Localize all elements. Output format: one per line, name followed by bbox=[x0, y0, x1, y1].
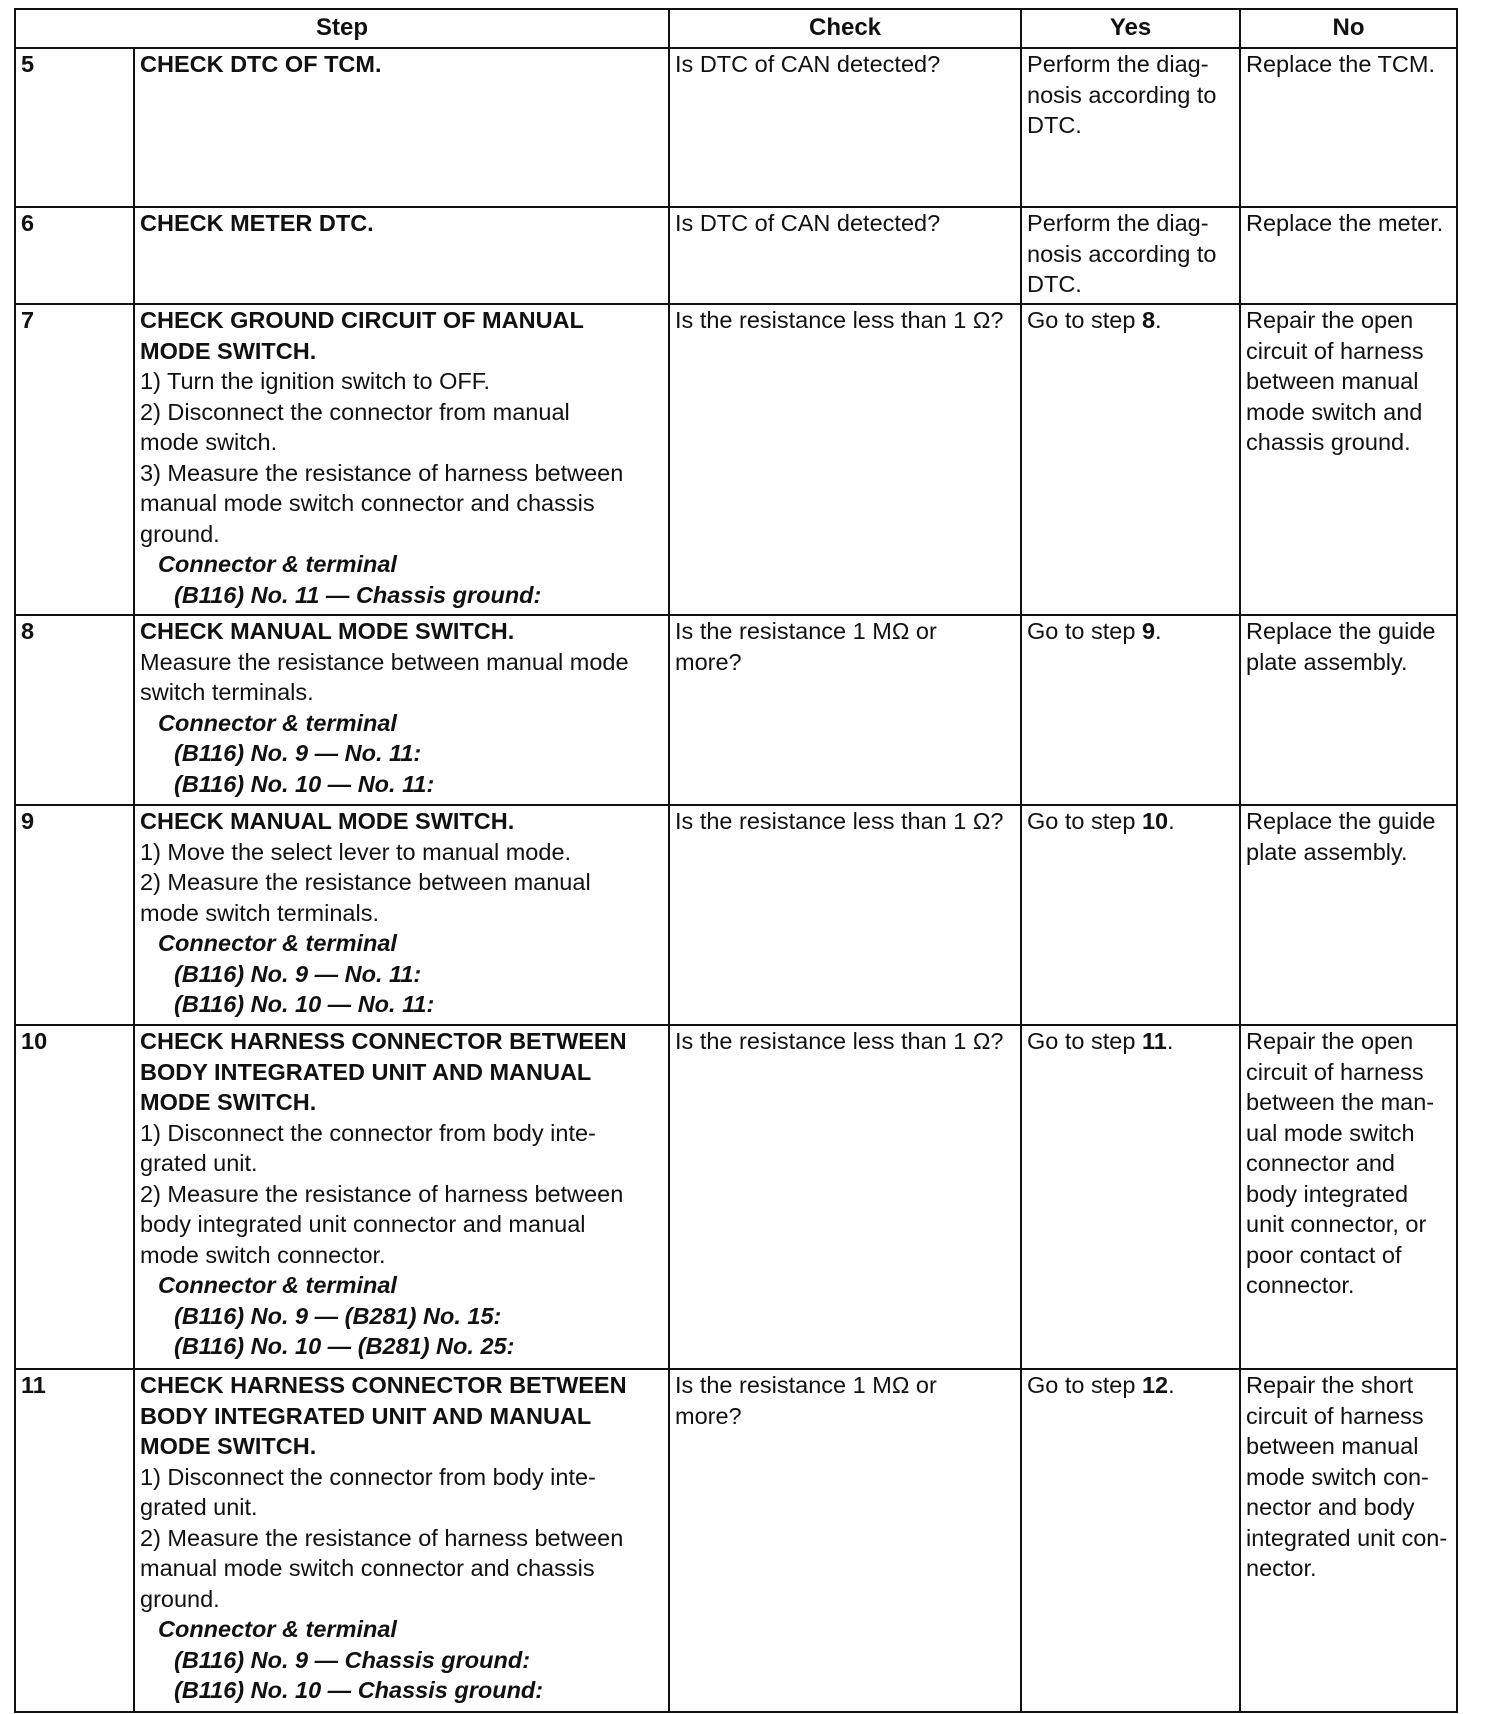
step-cell bbox=[134, 48, 669, 207]
connector-terminal: (B116) No. 10 — Chassis ground: bbox=[174, 1677, 544, 1703]
connector-terminal: (B116) No. 10 — (B281) No. 25: bbox=[174, 1333, 515, 1359]
step-instruction: 2) Measure the resistance of harness between bbox=[140, 1524, 624, 1551]
step-instruction: Measure the resistance between manual mode bbox=[140, 648, 629, 675]
table-row bbox=[15, 1025, 1457, 1369]
yes-text bbox=[1027, 1370, 1235, 1401]
step-number: 6 bbox=[15, 207, 134, 304]
no-text: Replace the guide bbox=[1246, 618, 1436, 644]
check-text: Is DTC of CAN detected? bbox=[675, 210, 941, 236]
no-text: body integrated bbox=[1246, 1180, 1409, 1207]
check-text: more? bbox=[675, 648, 742, 675]
header-check: Check bbox=[669, 9, 1021, 48]
yes-suffix: . bbox=[1168, 808, 1175, 834]
step-title: MODE SWITCH. bbox=[140, 337, 317, 364]
yes-suffix: . bbox=[1168, 1372, 1175, 1398]
connector-terminal: (B116) No. 9 — (B281) No. 15: bbox=[174, 1302, 502, 1329]
yes-step-ref: 9 bbox=[1141, 618, 1156, 644]
no-text: Repair the open bbox=[1246, 1028, 1414, 1054]
table-row bbox=[15, 615, 1457, 805]
header-no: No bbox=[1240, 9, 1457, 48]
check-cell bbox=[669, 1025, 1021, 1369]
no-text: mode switch and bbox=[1246, 398, 1423, 425]
step-title: CHECK HARNESS CONNECTOR BETWEEN bbox=[140, 1372, 627, 1398]
no-cell bbox=[1240, 48, 1457, 207]
no-cell bbox=[1240, 207, 1457, 304]
yes-prefix: Go to step bbox=[1027, 1372, 1142, 1398]
connector-label: Connector & terminal bbox=[158, 551, 397, 577]
check-text: Is the resistance less than 1 Ω? bbox=[675, 1028, 1004, 1054]
no-text: connector. bbox=[1246, 1272, 1355, 1298]
no-text: circuit of harness bbox=[1246, 1402, 1424, 1429]
table-row bbox=[15, 1369, 1457, 1712]
no-text: Repair the short bbox=[1246, 1372, 1414, 1398]
yes-prefix: Go to step bbox=[1027, 307, 1142, 333]
no-text: circuit of harness bbox=[1246, 1058, 1424, 1085]
yes-step-ref: 10 bbox=[1141, 808, 1169, 834]
step-instruction: manual mode switch connector and chassis bbox=[140, 1555, 595, 1581]
yes-text: Perform the diag- bbox=[1027, 51, 1209, 77]
yes-cell bbox=[1021, 304, 1240, 615]
connector-label: Connector & terminal bbox=[158, 1616, 397, 1642]
no-text: connector and bbox=[1246, 1150, 1395, 1176]
no-text: circuit of harness bbox=[1246, 337, 1424, 364]
step-title: CHECK GROUND CIRCUIT OF MANUAL bbox=[140, 307, 584, 333]
no-cell bbox=[1240, 805, 1457, 1025]
step-title: CHECK METER DTC. bbox=[140, 210, 374, 236]
no-text: Repair the open bbox=[1246, 307, 1414, 333]
step-instruction: mode switch terminals. bbox=[140, 899, 379, 926]
step-instruction: grated unit. bbox=[140, 1494, 258, 1520]
connector-terminal: (B116) No. 9 — Chassis ground: bbox=[174, 1646, 531, 1673]
step-instruction: 1) Disconnect the connector from body inte- bbox=[140, 1463, 596, 1490]
step-instruction: mode switch connector. bbox=[140, 1241, 386, 1268]
table-row bbox=[15, 207, 1457, 304]
step-instruction: manual mode switch connector and chassis bbox=[140, 490, 595, 516]
check-text: Is the resistance less than 1 Ω? bbox=[675, 808, 1004, 834]
step-instruction: grated unit. bbox=[140, 1150, 258, 1176]
check-text: Is the resistance 1 MΩ or bbox=[675, 618, 937, 644]
step-instruction: 1) Disconnect the connector from body inte- bbox=[140, 1119, 596, 1146]
no-text: nector. bbox=[1246, 1555, 1317, 1581]
no-text: Replace the meter. bbox=[1246, 210, 1444, 236]
no-text: chassis ground. bbox=[1246, 429, 1411, 455]
step-title: CHECK MANUAL MODE SWITCH. bbox=[140, 808, 515, 834]
no-text: plate assembly. bbox=[1246, 648, 1408, 675]
yes-cell bbox=[1021, 1025, 1240, 1369]
yes-cell bbox=[1021, 615, 1240, 805]
check-text: Is the resistance 1 MΩ or bbox=[675, 1372, 937, 1398]
step-instruction: 2) Measure the resistance of harness between bbox=[140, 1180, 624, 1207]
step-title: CHECK MANUAL MODE SWITCH. bbox=[140, 618, 515, 644]
check-text: more? bbox=[675, 1402, 742, 1429]
step-number: 7 bbox=[15, 304, 134, 615]
no-text: nector and body bbox=[1246, 1494, 1415, 1520]
yes-text: Perform the diag- bbox=[1027, 210, 1209, 236]
yes-suffix: . bbox=[1155, 618, 1162, 644]
check-cell bbox=[669, 304, 1021, 615]
step-cell bbox=[134, 304, 669, 615]
no-text: between manual bbox=[1246, 1433, 1419, 1459]
step-title: CHECK DTC OF TCM. bbox=[140, 51, 382, 77]
yes-prefix: Go to step bbox=[1027, 808, 1142, 834]
step-title: CHECK HARNESS CONNECTOR BETWEEN bbox=[140, 1028, 627, 1054]
step-cell bbox=[134, 615, 669, 805]
header-yes: Yes bbox=[1021, 9, 1240, 48]
step-cell bbox=[134, 1369, 669, 1712]
yes-text: DTC. bbox=[1027, 112, 1082, 138]
yes-cell bbox=[1021, 207, 1240, 304]
connector-terminal: (B116) No. 11 — Chassis ground: bbox=[174, 581, 542, 608]
connector-label: Connector & terminal bbox=[158, 930, 397, 956]
step-title: MODE SWITCH. bbox=[140, 1089, 317, 1115]
yes-text bbox=[1027, 806, 1235, 837]
yes-text: nosis according to bbox=[1027, 81, 1217, 108]
yes-prefix: Go to step bbox=[1027, 1028, 1142, 1054]
check-cell bbox=[669, 207, 1021, 304]
step-instruction: ground. bbox=[140, 1585, 220, 1612]
step-instruction: 1) Turn the ignition switch to OFF. bbox=[140, 368, 491, 394]
no-text: Replace the guide bbox=[1246, 808, 1436, 834]
table-row bbox=[15, 805, 1457, 1025]
no-text: poor contact of bbox=[1246, 1241, 1402, 1268]
yes-step-ref: 11 bbox=[1141, 1028, 1167, 1054]
step-number: 9 bbox=[15, 805, 134, 1025]
no-cell bbox=[1240, 304, 1457, 615]
connector-label: Connector & terminal bbox=[158, 709, 397, 736]
connector-terminal: (B116) No. 10 — No. 11: bbox=[174, 770, 435, 797]
no-text: unit connector, or bbox=[1246, 1211, 1427, 1237]
connector-terminal: (B116) No. 9 — No. 11: bbox=[174, 740, 422, 766]
yes-text bbox=[1027, 616, 1235, 647]
step-instruction: 2) Measure the resistance between manual bbox=[140, 869, 591, 895]
header-step: Step bbox=[15, 9, 669, 48]
no-text: between the man- bbox=[1246, 1089, 1435, 1115]
step-cell bbox=[134, 805, 669, 1025]
yes-cell bbox=[1021, 805, 1240, 1025]
step-instruction: 3) Measure the resistance of harness between bbox=[140, 459, 624, 486]
step-cell bbox=[134, 207, 669, 304]
yes-text: DTC. bbox=[1027, 271, 1082, 297]
yes-suffix: . bbox=[1155, 307, 1162, 333]
step-number: 5 bbox=[15, 48, 134, 207]
yes-cell bbox=[1021, 48, 1240, 207]
step-instruction: body integrated unit connector and manual bbox=[140, 1211, 586, 1237]
check-cell bbox=[669, 805, 1021, 1025]
step-instruction: mode switch. bbox=[140, 429, 278, 455]
connector-label: Connector & terminal bbox=[158, 1272, 397, 1298]
step-instruction: switch terminals. bbox=[140, 679, 314, 705]
connector-terminal: (B116) No. 10 — No. 11: bbox=[174, 991, 435, 1017]
no-text: ual mode switch bbox=[1246, 1119, 1415, 1146]
check-text: Is the resistance less than 1 Ω? bbox=[675, 307, 1004, 333]
check-cell bbox=[669, 1369, 1021, 1712]
yes-cell bbox=[1021, 1369, 1240, 1712]
step-instruction: 2) Disconnect the connector from manual bbox=[140, 398, 570, 425]
yes-suffix: . bbox=[1166, 1028, 1174, 1054]
header-row bbox=[15, 9, 1457, 48]
table-row bbox=[15, 48, 1457, 207]
check-cell bbox=[669, 48, 1021, 207]
step-title: BODY INTEGRATED UNIT AND MANUAL bbox=[140, 1402, 592, 1429]
yes-text bbox=[1027, 305, 1235, 336]
step-cell bbox=[134, 1025, 669, 1369]
no-cell bbox=[1240, 1025, 1457, 1369]
no-text: integrated unit con- bbox=[1246, 1524, 1448, 1551]
yes-prefix: Go to step bbox=[1027, 618, 1142, 644]
yes-step-ref: 8 bbox=[1141, 307, 1156, 333]
check-text: Is DTC of CAN detected? bbox=[675, 51, 941, 77]
check-cell bbox=[669, 615, 1021, 805]
step-title: MODE SWITCH. bbox=[140, 1433, 317, 1459]
no-text: plate assembly. bbox=[1246, 838, 1408, 865]
no-text: Replace the TCM. bbox=[1246, 51, 1435, 77]
step-instruction: ground. bbox=[140, 520, 220, 547]
no-cell bbox=[1240, 615, 1457, 805]
connector-terminal: (B116) No. 9 — No. 11: bbox=[174, 960, 422, 987]
yes-text: nosis according to bbox=[1027, 240, 1217, 267]
yes-step-ref: 12 bbox=[1141, 1372, 1169, 1398]
table-row bbox=[15, 304, 1457, 615]
no-text: mode switch con- bbox=[1246, 1463, 1429, 1490]
no-text: between manual bbox=[1246, 368, 1419, 394]
diagnostic-table bbox=[14, 8, 1458, 1713]
step-number: 10 bbox=[15, 1025, 134, 1369]
step-instruction: 1) Move the select lever to manual mode. bbox=[140, 838, 572, 865]
no-cell bbox=[1240, 1369, 1457, 1712]
step-number: 8 bbox=[15, 615, 134, 805]
yes-text bbox=[1027, 1026, 1235, 1057]
step-number: 11 bbox=[15, 1369, 134, 1712]
step-title: BODY INTEGRATED UNIT AND MANUAL bbox=[140, 1058, 592, 1085]
